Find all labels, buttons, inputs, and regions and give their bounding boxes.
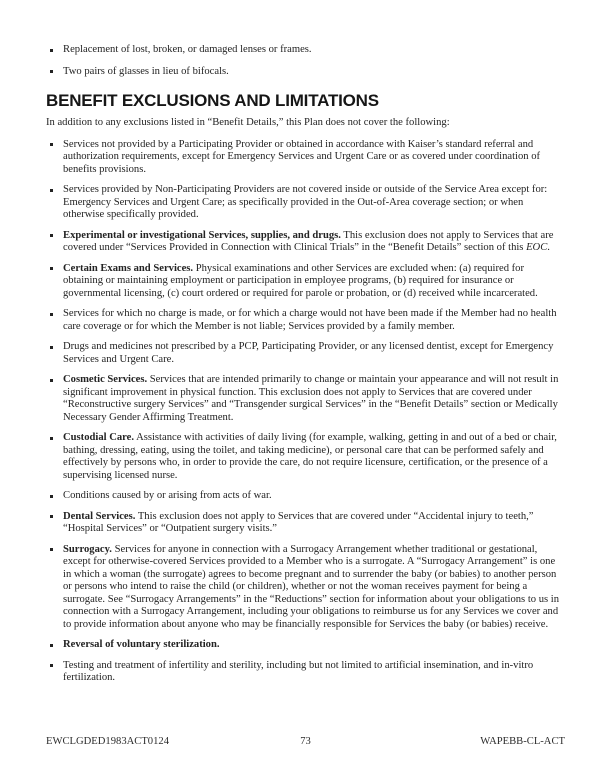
- section-heading: BENEFIT EXCLUSIONS AND LIMITATIONS: [46, 91, 379, 110]
- footer-doc-code: EWCLGDED1983ACT0124: [46, 736, 169, 747]
- list-item: [46, 511, 564, 536]
- exclusion-bullet-list: [46, 139, 564, 685]
- text-segment: Dental Services.: [63, 510, 136, 522]
- list-item: [46, 139, 564, 177]
- list-item: [46, 374, 564, 424]
- list-item: [46, 660, 564, 685]
- top-bullet-list: [46, 44, 564, 78]
- text-segment: This exclusion does not apply to Services that are covered under “Accidental injury to teeth,” “Hospital Services” or “Outpatient surgery visits.”: [63, 510, 534, 534]
- text-segment: Drugs and medicines not prescribed by a PCP, Participating Provider, or any licensed dentist, except for Emergency Services and Urgent Care.: [63, 341, 554, 365]
- intro-paragraph: In addition to any exclusions listed in “Benefit Details,” this Plan does not cover the following:: [46, 117, 450, 128]
- text-segment: .: [547, 242, 550, 253]
- page-footer: [46, 736, 565, 747]
- list-item: [46, 639, 564, 652]
- text-segment: Physical examinations and other Services are excluded when: (a) required for obtaining or maintaining employment or participation in employee programs, (b) required for insurance or governmental licensing, (c) court ordered or required for parole or probation, or (d) received while incarcerated.: [63, 262, 538, 299]
- text-segment: Custodial Care.: [63, 432, 135, 443]
- text-segment: Experimental or investigational Services, supplies, and drugs.: [63, 229, 341, 241]
- text-segment: Certain Exams and Services.: [63, 262, 194, 274]
- text-segment: EOC: [526, 242, 548, 253]
- list-item: [46, 490, 564, 503]
- list-item: [46, 66, 564, 79]
- text-segment: Cosmetic Services.: [63, 374, 148, 385]
- list-item: [46, 44, 564, 57]
- text-segment: Reversal of voluntary sterilization.: [63, 639, 220, 650]
- text-segment: Services that are intended primarily to change or maintain your appearance and will not result in significant improvement in physical function. This exclusion does not apply to Services that are covered under “Reconstructive surgery Services” and “Transgender surgical Services” in the “Benefit Details” section or Medically Necessary Gender Affirming Treatment.: [63, 374, 559, 423]
- text-segment: Replacement of lost, broken, or damaged lenses or frames.: [63, 44, 312, 55]
- footer-page-number: 73: [300, 736, 311, 747]
- list-item: [46, 544, 564, 632]
- list-item: [46, 341, 564, 366]
- text-segment: Assistance with activities of daily living (for example, walking, getting in and out of a bed or chair, bathing, dressing, eating, using the toilet, and taking medicine), or personal care that can be performed safely and effectively by persons who, in order to provide the care, do not require licensure, certification, or the presence of a supervising licensed nurse.: [63, 432, 557, 481]
- text-segment: Testing and treatment of infertility and sterility, including but not limited to artificial insemination, and in-vitro fertilization.: [63, 659, 534, 683]
- text-segment: Services for anyone in connection with a Surrogacy Arrangement whether traditional or gestational, except for otherwise-covered Services provided to a Member who is a surrogate. A “Surrogacy Arrangement” is one in which a woman (the surrogate) agrees to become pregnant and to surrender the baby (or babies) to another person or persons who intend to raise the child (or children), whether or not the woman receives payment for being a surrogate. See “Surrogacy Arrangements” in the “Reductions” section for information about your obligations to us in connection with a Surrogacy Arrangement, including your obligations to reimburse us for any Services we cover and to provide information about anyone who may be financially responsible for Services the baby (or babies) receive.: [63, 543, 560, 630]
- text-segment: This exclusion does not apply to Services that are covered under “Services Provided in Connection with Clinical Trials” in the “Benefit Details” section of this: [63, 229, 554, 253]
- list-item: [46, 263, 564, 301]
- text-segment: Services provided by Non-Participating Providers are not covered inside or outside of the Service Area except for: Emergency Services and Urgent Care; as specifically provided in the Out-of-Area coverage section; or when otherwise specifically provided.: [63, 184, 548, 220]
- text-segment: Conditions caused by or arising from acts of war.: [63, 490, 272, 501]
- footer-plan-code: WAPEBB-CL-ACT: [480, 736, 565, 747]
- text-segment: Surrogacy.: [63, 543, 112, 555]
- text-segment: Services for which no charge is made, or for which a charge would not have been made if the Member had no health care coverage or for which the Member is not liable; Services provided by a family member.: [63, 308, 557, 332]
- text-segment: Two pairs of glasses in lieu of bifocals.: [63, 65, 229, 77]
- list-item: [46, 432, 564, 482]
- list-item: [46, 184, 564, 222]
- text-segment: Services not provided by a Participating Provider or obtained in accordance with Kaiser’s standard referral and authorization requirements, except for Emergency Services and Urgent Care or as covered under coordination of benefits provisions.: [63, 138, 541, 175]
- page-content: [46, 44, 564, 693]
- list-item: [46, 308, 564, 333]
- list-item: [46, 230, 564, 255]
